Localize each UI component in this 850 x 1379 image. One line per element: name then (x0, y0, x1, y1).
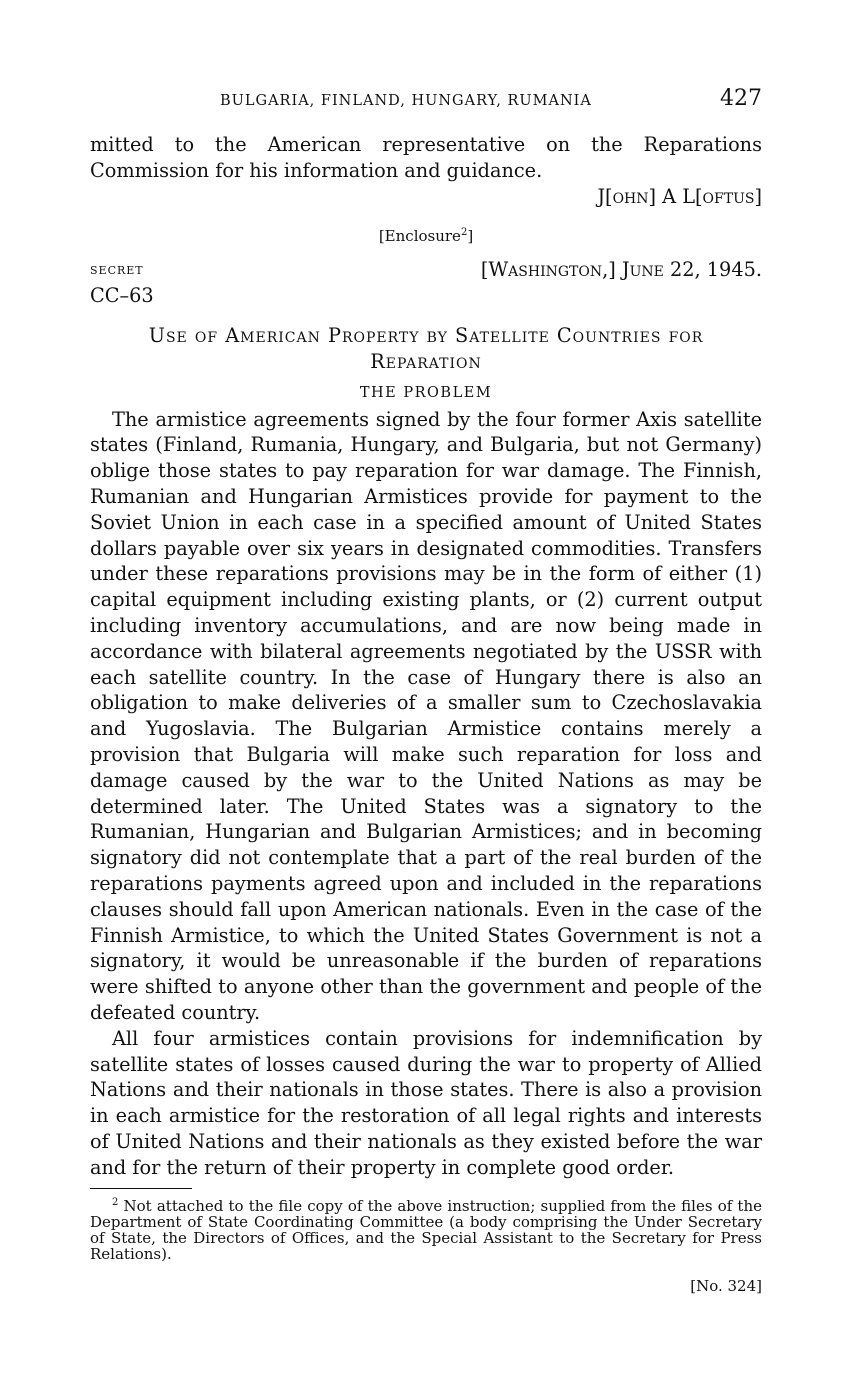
running-head: BULGARIA, FINLAND, HUNGARY, RUMANIA (220, 93, 592, 109)
title-line-1: Use of American Property by Satellite Countries for (148, 323, 704, 347)
page-number: 427 (720, 86, 762, 111)
body-paragraph-2: All four armistices contain provisions for indemnification by satellite states of losses caused during the war to property of Allied Nations and their nationals in those states. There is also a provision in each armistice for the restoration of all legal rights and interests of United Nations and their nationals as they existed before the war and for the return of their property in complete good order. (90, 1026, 762, 1179)
footnote-marker: 2 (112, 1197, 119, 1209)
enclosure-close: ] (467, 227, 474, 246)
document-number: [No. 324] (690, 1276, 762, 1295)
signature: J[ohn] A L[oftus] (597, 184, 762, 208)
footnote-text: Not attached to the file copy of the above instruction; supplied from the files of the Department of State Coordinating Committee (a body comprising the Under Secretary of State, the Directors of Offices, and the Special Assistant to the Secretary for Press Relations). (90, 1197, 762, 1263)
enclosure-text: [Enclosure (378, 227, 461, 246)
document-title (90, 323, 762, 375)
body-paragraph-1: The armistice agreements signed by the four former Axis satellite states (Finland, Rumania, Hungary, and Bulgaria, but not Germany) oblige those states to pay reparation for war damage. The Finnish, Rumanian and Hungarian Armistices provide for payment to the Soviet Union in each case in a specified amount of United States dollars payable over six years in designated commodities. Transfers under these reparations provisions may be in the form of either (1) capital equipment including existing plants, or (2) current output including inventory accumulations, and are now being made in accordance with bilateral agreements negotiated by the USSR with each satellite country. In the case of Hungary there is also an obligation to make deliveries of a smaller sum to Czechoslavakia and Yugoslavia. The Bulgarian Armistice contains merely a provision that Bulgaria will make such reparation for loss and damage caused by the war to the United Nations as may be determined later. The United States was a signatory to the Rumanian, Hungarian and Bulgarian Armistices; and in becoming signatory did not contemplate that a part of the real burden of the reparations payments agreed upon and included in the reparations clauses should fall upon American nationals. Even in the case of the Finnish Armistice, to which the United States Government is not a signatory, it would be unreasonable if the burden of reparations were shifted to anyone other than the government and people of the defeated country. (90, 407, 762, 1024)
document-code: CC–63 (90, 284, 154, 308)
document-page (90, 86, 762, 1295)
dateline: [Washington,] June 22, 1945. (480, 258, 762, 282)
footnote-divider (90, 1188, 192, 1189)
section-heading: THE PROBLEM (359, 384, 493, 401)
footnote (90, 1195, 762, 1262)
title-line-2: Reparation (370, 349, 482, 373)
classification: secret (90, 260, 144, 279)
enclosure-footnote-ref: 2 (460, 227, 468, 239)
page-header (90, 86, 762, 116)
continuation-paragraph: mitted to the American representative on the Reparations Commission for his information and guidance. (90, 133, 762, 182)
document-meta (90, 257, 762, 283)
enclosure-label (90, 227, 762, 245)
